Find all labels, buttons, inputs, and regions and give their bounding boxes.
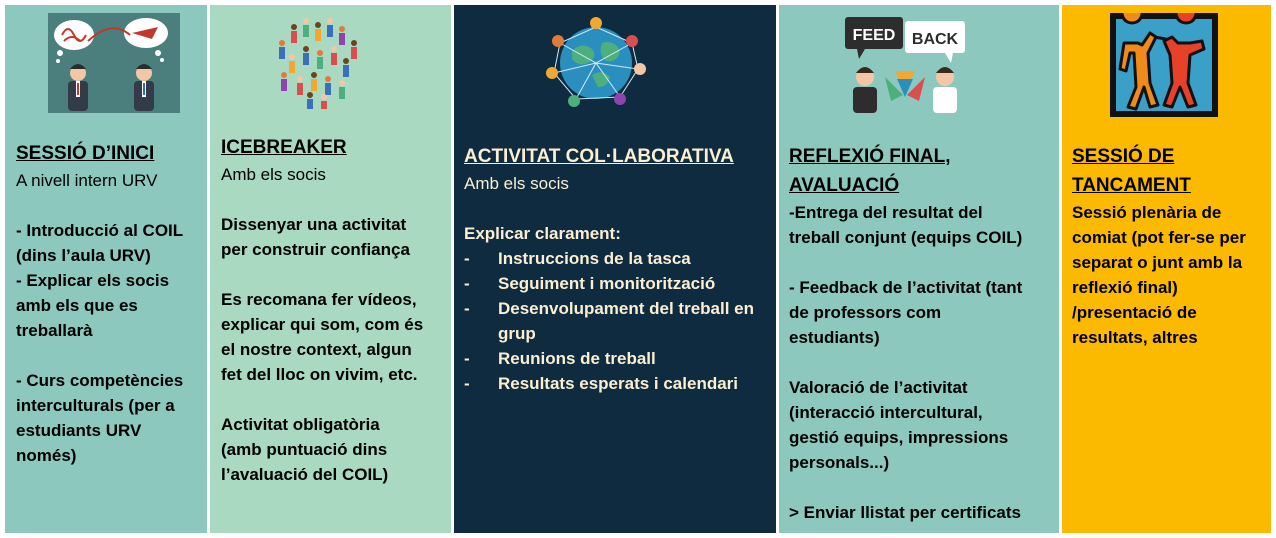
list-item: - Desenvolupament del treball en grup [464, 296, 758, 346]
text-line: personals...) [789, 453, 890, 472]
text-line: el nostre context, algun [221, 340, 412, 359]
text-line: separat o junt amb la [1072, 253, 1243, 272]
column-sessio-inici [4, 4, 208, 534]
feedback-speech-bubbles-illustration [845, 13, 965, 117]
column-reflexio-final [778, 4, 1060, 534]
feedback-word-back: BACK [911, 31, 959, 48]
text-line: de professors com [789, 303, 942, 322]
text-line: amb els que es [16, 296, 138, 315]
text-line: - Curs competències [16, 371, 184, 390]
text-line: /presentació de [1072, 303, 1197, 322]
list-item: - Seguiment i monitorització [464, 271, 758, 296]
text-line: interculturals (per a [16, 396, 175, 415]
dancing-figures-illustration [1110, 13, 1218, 117]
text-line: (interacció intercultural, [789, 403, 983, 422]
column-icebreaker [209, 4, 452, 534]
text-line: Valoració de l’activitat [789, 378, 968, 397]
text-line: gestió equips, impressions [789, 428, 1009, 447]
feedback-word-feed: FEED [852, 27, 896, 44]
text-line: Dissenyar una activitat [221, 215, 407, 234]
text-line: (amb puntuació dins [221, 440, 388, 459]
text-line: Activitat obligatòria [221, 415, 380, 434]
text-line: comiat (pot fer-se per [1072, 228, 1246, 247]
text-line: estudiants) [789, 328, 880, 347]
text-line: l’avaluació del COIL) [221, 465, 389, 484]
column-title: ICEBREAKER [221, 137, 347, 158]
column-sessio-tancament [1061, 4, 1272, 534]
text-line: treball conjunt (equips COIL) [789, 228, 1023, 247]
column-subtitle: Amb els socis [221, 165, 326, 184]
global-network-people-illustration [546, 13, 646, 109]
text-line: fet del lloc on vivim, etc. [221, 365, 418, 384]
text-line: - Feedback de l’activitat (tant [789, 278, 1023, 297]
text-line: treballarà [16, 321, 93, 340]
text-line: Es recomana fer vídeos, [221, 290, 417, 309]
text-line: resultats, altres [1072, 328, 1198, 347]
intro-text: Explicar clarament: [464, 224, 621, 243]
text-line: estudiants URV [16, 421, 142, 440]
text-line: (dins l’aula URV) [16, 246, 151, 265]
text-line: Sessió plenària de [1072, 203, 1222, 222]
list-item: - Resultats esperats i calendari [464, 371, 758, 396]
column-title: REFLEXIÓ FINAL, AVALUACIÓ [789, 146, 951, 196]
two-thinking-businessmen-illustration [48, 13, 180, 113]
text-line: - Explicar els socis [16, 271, 170, 290]
text-line: per construir confiança [221, 240, 410, 259]
text-line: - Introducció al COIL [16, 221, 184, 240]
text-line: > Enviar llistat per certificats [789, 503, 1021, 522]
column-title: SESSIÓ D’INICI [16, 143, 155, 164]
text-line: explicar qui som, com és [221, 315, 424, 334]
column-subtitle: A nivell intern URV [16, 171, 158, 190]
column-title: ACTIVITAT COL·LABORATIVA [464, 146, 734, 167]
column-activitat-collaborativa [453, 4, 777, 534]
text-line: només) [16, 446, 77, 465]
text-line: -Entrega del resultat del [789, 203, 983, 222]
crowd-of-people-illustration [272, 13, 364, 109]
column-title: SESSIÓ DE TANCAMENT [1072, 146, 1191, 196]
list-item: - Reunions de treball [464, 346, 758, 371]
task-list [464, 246, 758, 396]
list-item: - Instruccions de la tasca [464, 246, 758, 271]
column-subtitle: Amb els socis [464, 174, 569, 193]
text-line: reflexió final) [1072, 278, 1178, 297]
